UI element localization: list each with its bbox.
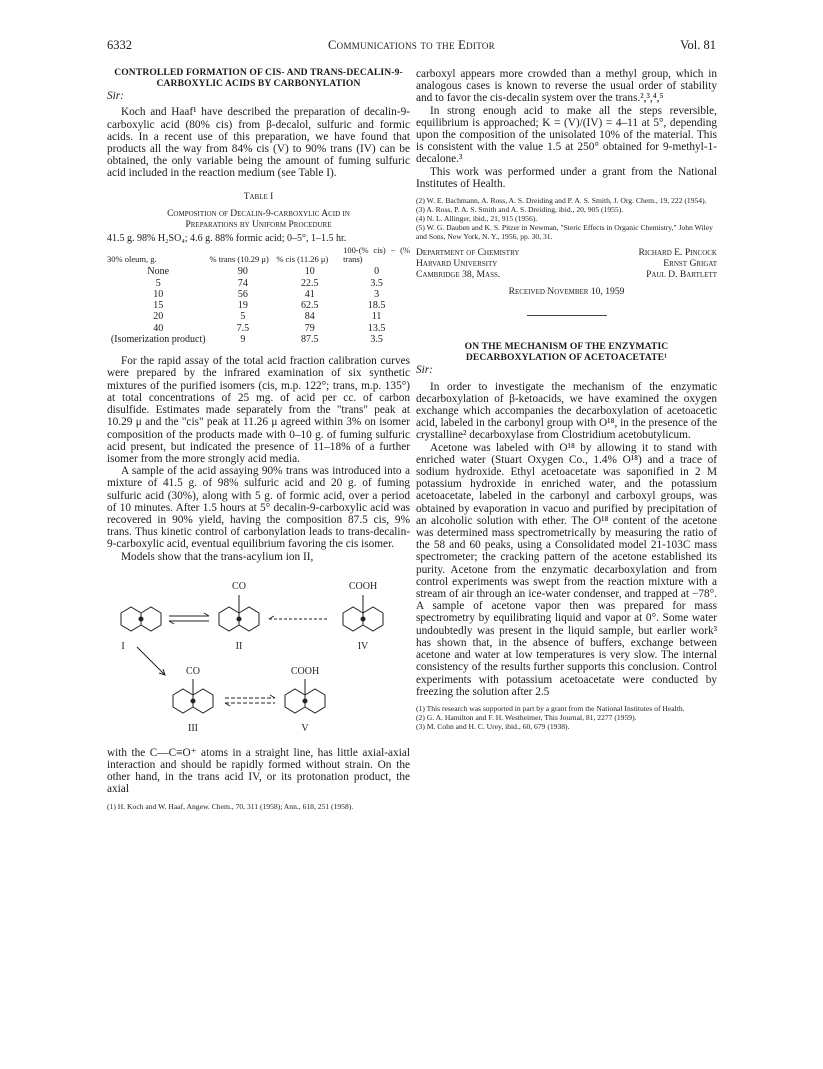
table-cell: 18.5: [367, 300, 386, 312]
table-header-cell: % trans (10.29 μ): [209, 253, 269, 264]
co-label: CO: [186, 665, 200, 677]
table-row: [107, 278, 410, 289]
decalin-structure-ii: [219, 595, 259, 631]
compound-numeral: V: [301, 722, 309, 734]
signature-block: [416, 247, 717, 280]
table-caption-line: Preparations by Uniform Procedure: [185, 219, 332, 230]
table-header-cell: 100-(% cis) − (% trans): [343, 245, 410, 264]
footnotes: [416, 196, 717, 241]
reaction-arrow: [137, 647, 165, 675]
table-cell: 13.5: [367, 322, 386, 334]
compound-numeral: II: [235, 640, 243, 652]
footnote: (4) N. L. Allinger, ibid., 21, 915 (1956).: [416, 214, 538, 224]
table-cell: 5: [155, 277, 161, 289]
data-table: [107, 246, 410, 345]
decalin-structure-iii: [173, 679, 213, 713]
table-cell: 19: [237, 300, 248, 312]
received-date: Received November 10, 1959: [508, 286, 625, 298]
page-number: 6332: [107, 38, 132, 52]
author-name: Ernst Grigat: [663, 258, 717, 270]
table-cell: 7.5: [236, 322, 250, 334]
affiliation: [416, 247, 519, 280]
table-cell: 90: [237, 266, 248, 278]
affiliation-line: Cambridge 38, Mass.: [416, 269, 501, 281]
article-title: CONTROLLED FORMATION OF CIS- AND TRANS-DECALIN-9-CARBOXYLIC ACIDS BY CARBONYLATION: [114, 67, 403, 89]
table-row: [107, 334, 410, 345]
footnote: (2) W. E. Bachmann, A. Ross, A. S. Dreiding and P. A. S. Smith, J. Org. Chem., 19, 222 (1954).: [416, 196, 707, 206]
paragraph: A sample of the acid assaying 90% trans was introduced into a mixture of 41.5 g. of 98% sulfuric acid and 20 g. of fuming sulfuric acid (30%), along with 5 g. of formic acid, over a period of 10 minutes. After 1.5 hours at 5° decalin-9-carboxylic acid was recovered in 90% yield, having the composition 87.5 cis, 9% trans. Thus kinetic control of carbonylation leads to trans-decalin-9-carboxylic acid, eventual equilibrium favoring the cis isomer.: [107, 465, 410, 551]
table-cell: 40: [153, 322, 164, 334]
footnote: (3) M. Cohn and H. C. Urey, ibid., 60, 679 (1938).: [416, 721, 570, 731]
table-cell: 0: [374, 266, 380, 278]
table-cell: 74: [237, 277, 248, 289]
footnote: (1) H. Koch and W. Haaf, Angew. Chem., 70, 311 (1958); Ann., 618, 251 (1958).: [107, 801, 354, 811]
table-cell: 20: [153, 311, 164, 323]
footnote: (2) G. A. Hamilton and F. H. Westheimer, This Journal, 81, 2277 (1959).: [416, 712, 637, 722]
equilibrium-arrow: [225, 695, 275, 706]
salutation: Sir:: [107, 90, 124, 103]
reaction-scheme-drawing: [107, 569, 410, 747]
compound-numeral: I: [121, 640, 125, 652]
table-cell: None: [147, 266, 170, 278]
running-header: [107, 38, 716, 54]
compound-numeral: IV: [357, 640, 369, 652]
paragraph: carboxyl appears more crowded than a methyl group, which in analogous cases is known to reverse the usual order of stability and to favor the cis-decalin system over the trans.²,³,⁴,⁵: [416, 68, 717, 105]
table-label: Table I: [243, 191, 274, 202]
table-cell: 22.5: [300, 277, 319, 289]
co-label: CO: [232, 580, 246, 592]
decalin-structure-iv: [343, 595, 383, 631]
affiliation-line: Department of Chemistry: [416, 247, 520, 259]
salutation: Sir:: [416, 364, 433, 377]
table-cell: 41: [304, 288, 315, 300]
table-cell: 5: [240, 311, 246, 323]
decalin-structure-v: [285, 679, 325, 713]
cooh-label: COOH: [290, 665, 320, 677]
cooh-label: COOH: [348, 580, 378, 592]
right-column: [416, 68, 717, 731]
table-header-cell: 30% oleum, g.: [107, 253, 157, 264]
compound-numeral: III: [188, 722, 198, 734]
authors: [639, 247, 717, 280]
running-title: Communications to the Editor: [328, 38, 495, 52]
paragraph: with the C—C≡O⁺ atoms in a straight line, has little axial-axial interaction and should be rapidly formed without strain. On the other hand, in the trans acid IV, or its protonation product, the axial: [107, 746, 410, 796]
paragraph: Koch and Haaf¹ have described the preparation of decalin-9-carboxylic acid (80% cis) from β-decalol, sulfuric and formic acids. In a recent use of this preparation, we have found that products all the way from 84% cis (V) to 90% trans (IV) can be obtained, the only variable being the amount of fuming sulfuric acid included in the reaction medium (see Table I).: [107, 106, 410, 180]
volume-label: Vol. 81: [680, 38, 716, 52]
equilibrium-arrow: [269, 616, 329, 619]
author-name: Richard E. Pincock: [638, 247, 717, 259]
footnotes: [416, 704, 717, 731]
table-caption-line: Composition of Decalin-9-carboxylic Acid in: [167, 208, 350, 219]
table-cell: 11: [371, 311, 382, 323]
table-row: [107, 311, 410, 322]
paragraph: This work was performed under a grant from the National Institutes of Health.: [416, 165, 717, 190]
paragraph: Acetone was labeled with O¹⁸ by allowing it to stand with enriched water (Stuart Oxygen Co., 1.4% O¹⁸) and a trace of sodium hydroxide. Ethyl acetoacetate was saponified in 2 M potassium hydroxide in enriched water, and the potassium acetoacetate, labeled in the carbonyl and carboxyl groups, was obtained by evaporation in vacuo and purified by precipitation of an alcoholic solution with ether. The O¹⁸ content of the acetone was determined mass spectrometrically by measuring the ratio of the 58 and 60 peaks, using a Consolidated model 21-103C mass spectrometer; the cracking pattern of the acetone established its purity. Acetone from the enzymatic decarboxylation and from control experiments was swept from the reaction mixture with a stream of air through an ice-water condenser, and trapped at −78°. A sample of acetone vapor then was prepared for mass spectrometry by equilibrating liquid and vapor at 0°. Some water undoubtedly was present in the liquid sample, but earlier work³ has shown that, in the absence of buffers, exchange between acetone and water at low temperatures is very slow. The internal consistency of the results further supports this conclusion. Control experiments with potassium acetoacetate were conducted by freezing the solution after 2.5: [416, 441, 717, 698]
table-cell: 79: [304, 322, 315, 334]
table-cell: (Isomerization product): [110, 333, 206, 345]
table-row: [107, 266, 410, 277]
reaction-scheme: [107, 569, 410, 747]
paragraph: Models show that the trans-acylium ion II,: [121, 550, 314, 563]
table-cell: 62.5: [300, 300, 319, 312]
table-header-row: [107, 246, 410, 266]
table-caption: [107, 209, 410, 231]
table-cell: 10: [304, 266, 315, 278]
table-cell: 87.5: [300, 333, 319, 345]
table-header-cell: % cis (11.26 μ): [276, 253, 329, 264]
article-title: ON THE MECHANISM OF THE ENZYMATIC DECARBOXYLATION OF ACETOACETATE¹: [464, 341, 669, 363]
paragraph: For the rapid assay of the total acid fraction calibration curves were prepared by the infrared examination of six synthetic mixtures of the purified isomers (cis, m.p. 122°; trans, m.p. 135°) at total concentrations of 25 mg. of acid per cc. of carbon disulfide. Estimates made separately from the "trans" peak at 10.29 μ and the "cis" peak at 11.26 μ agreed within 3% on isomer composition of the products made with 0–10 g. of fuming sulfuric acid present, but indicated the presence of 11–18% of a further isomer from the more strongly acid media.: [107, 355, 410, 465]
table-row: [107, 300, 410, 311]
table-cell: 10: [153, 288, 164, 300]
table-cell: 3.5: [370, 333, 383, 345]
footnote: (1) This research was supported in part by a grant from the National Institutes of Health.: [416, 703, 685, 713]
affiliation-line: Harvard University: [416, 258, 498, 270]
divider: [527, 315, 607, 316]
paragraph: In strong enough acid to make all the steps reversible, equilibrium is approached; K = (V)/(IV) = 4–11 at 5°, depending upon the composition of the unisolated 10% of the material. This is consistent with the value 1.5 at 250° obtained for 9-methyl-1-decalone.³: [416, 104, 717, 166]
paragraph: In order to investigate the mechanism of the enzymatic decarboxylation of β-ketoacids, we have examined the oxygen exchange which accompanies the decarboxylation of acetoacetic acid, labeled in the carbonyl group with O¹⁸, in the presence of the crystalline² decarboxylase from Clostridium acetobutylicum.: [416, 380, 717, 442]
table-row: [107, 289, 410, 300]
table-cell: 3.5: [370, 277, 383, 289]
table-row: [107, 323, 410, 334]
equilibrium-arrow: [169, 613, 209, 624]
table-cell: 9: [240, 333, 246, 345]
author-name: Paul D. Bartlett: [646, 269, 717, 281]
footnote: (3) A. Ross, P. A. S. Smith and A. S. Dreiding, ibid., 20, 905 (1955).: [416, 205, 624, 215]
table-cell: 15: [153, 300, 164, 312]
table-cell: 84: [304, 311, 315, 323]
table-cell: 3: [374, 288, 380, 300]
table-conditions: 41.5 g. 98% H₂SO₄; 4.6 g. 88% formic acid; 0–5°, 1–1.5 hr.: [107, 232, 347, 244]
decalin-structure-i: [121, 607, 161, 631]
left-column: [107, 68, 410, 811]
table-cell: 56: [237, 288, 248, 300]
footnote: (5) W. G. Dauben and K. S. Pitzer in Newman, "Steric Effects in Organic Chemistry," John Wiley and Sons, New York, N. Y., 1956, pp. 30, 31.: [416, 223, 713, 242]
